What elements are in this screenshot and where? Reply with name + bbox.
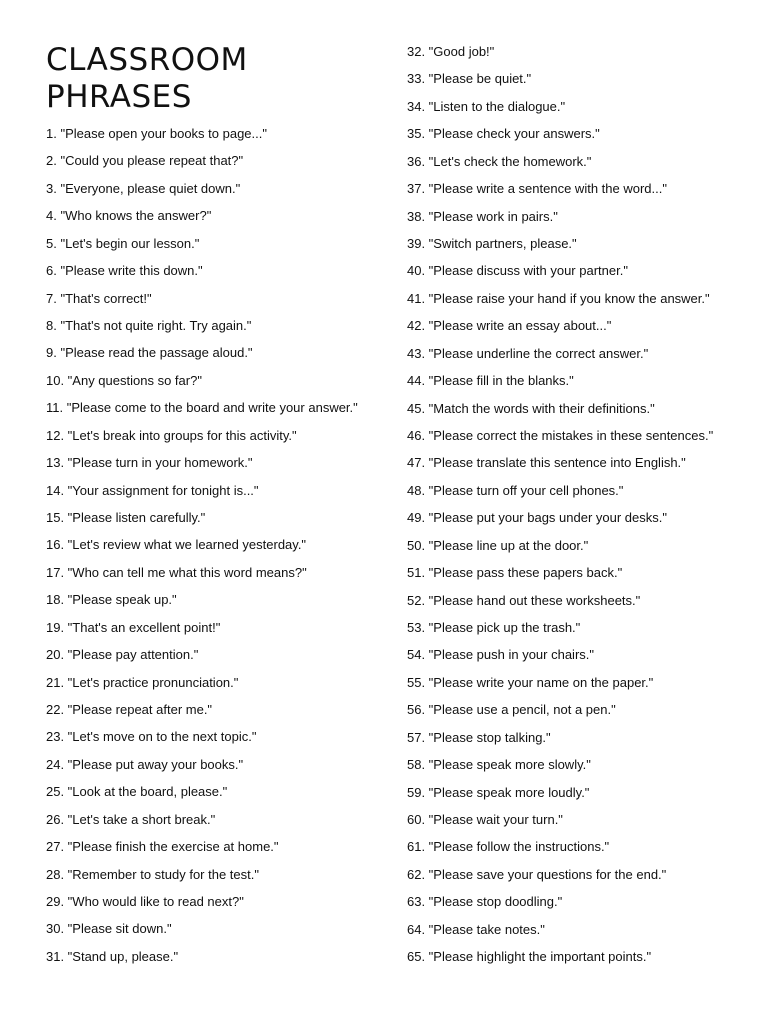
phrase-item: 36. "Let's check the homework." [407, 153, 592, 169]
phrase-item: 11. "Please come to the board and write your answer." [46, 400, 358, 416]
phrase-item: 3. "Everyone, please quiet down." [46, 180, 241, 196]
phrase-item: 7. "That's correct!" [46, 290, 152, 306]
phrase-item: 40. "Please discuss with your partner." [407, 263, 628, 279]
phrase-item: 17. "Who can tell me what this word means?" [46, 564, 307, 580]
phrase-item: 4. "Who knows the answer?" [46, 208, 212, 224]
phrase-item: 29. "Who would like to read next?" [46, 894, 244, 910]
phrase-item: 45. "Match the words with their definitions." [407, 400, 655, 416]
phrase-item: 20. "Please pay attention." [46, 647, 199, 663]
phrase-item: 22. "Please repeat after me." [46, 702, 213, 718]
phrase-item: 53. "Please pick up the trash." [407, 620, 581, 636]
phrase-item: 58. "Please speak more slowly." [407, 757, 591, 773]
phrase-item: 23. "Let's move on to the next topic." [46, 729, 257, 745]
phrase-item: 9. "Please read the passage aloud." [46, 345, 253, 361]
phrase-item: 43. "Please underline the correct answer." [407, 345, 649, 361]
phrase-item: 51. "Please pass these papers back." [407, 565, 623, 581]
page-title: CLASSROOM PHRASES [46, 42, 248, 115]
phrase-item: 21. "Let's practice pronunciation." [46, 674, 239, 690]
phrase-item: 32. "Good job!" [407, 44, 495, 59]
phrase-item: 31. "Stand up, please." [46, 948, 179, 964]
phrase-item: 18. "Please speak up." [46, 592, 177, 608]
phrase-item: 10. "Any questions so far?" [46, 372, 202, 388]
phrase-item: 61. "Please follow the instructions." [407, 839, 610, 855]
phrase-item: 34. "Listen to the dialogue." [407, 98, 566, 114]
phrase-item: 1. "Please open your books to page..." [46, 126, 267, 141]
phrase-item: 52. "Please hand out these worksheets." [407, 592, 641, 608]
phrase-item: 65. "Please highlight the important points." [407, 949, 652, 965]
phrase-item: 37. "Please write a sentence with the word..." [407, 181, 667, 197]
phrase-item: 12. "Let's break into groups for this activity." [46, 427, 297, 443]
phrase-item: 47. "Please translate this sentence into English." [407, 455, 686, 471]
phrase-item: 15. "Please listen carefully." [46, 510, 206, 526]
phrase-item: 64. "Please take notes." [407, 921, 545, 937]
phrase-item: 50. "Please line up at the door." [407, 537, 589, 553]
phrase-item: 30. "Please sit down." [46, 921, 172, 937]
phrase-item: 54. "Please push in your chairs." [407, 647, 594, 663]
phrase-item: 19. "That's an excellent point!" [46, 619, 221, 635]
phrase-item: 5. "Let's begin our lesson." [46, 235, 200, 251]
phrase-item: 14. "Your assignment for tonight is..." [46, 482, 259, 498]
phrase-item: 39. "Switch partners, please." [407, 236, 577, 251]
phrase-item: 38. "Please work in pairs." [407, 208, 558, 224]
phrase-item: 57. "Please stop talking." [407, 729, 551, 745]
phrase-item: 55. "Please write your name on the paper." [407, 674, 654, 690]
phrase-item: 56. "Please use a pencil, not a pen." [407, 702, 616, 718]
phrase-item: 8. "That's not quite right. Try again." [46, 318, 252, 333]
phrase-item: 42. "Please write an essay about..." [407, 318, 612, 334]
phrase-item: 62. "Please save your questions for the end." [407, 866, 667, 882]
phrase-item: 13. "Please turn in your homework." [46, 455, 253, 471]
phrase-item: 16. "Let's review what we learned yesterday." [46, 537, 307, 553]
phrase-item: 46. "Please correct the mistakes in these sentences." [407, 428, 714, 444]
phrase-item: 33. "Please be quiet." [407, 71, 532, 87]
phrase-item: 28. "Remember to study for the test." [46, 866, 259, 882]
phrase-item: 6. "Please write this down." [46, 263, 203, 279]
phrase-item: 2. "Could you please repeat that?" [46, 153, 244, 169]
phrase-item: 41. "Please raise your hand if you know the answer." [407, 290, 710, 306]
phrase-item: 60. "Please wait your turn." [407, 812, 563, 828]
phrase-item: 44. "Please fill in the blanks." [407, 373, 574, 389]
phrase-item: 49. "Please put your bags under your desks." [407, 510, 667, 526]
phrase-item: 59. "Please speak more loudly." [407, 784, 590, 800]
phrase-item: 48. "Please turn off your cell phones." [407, 482, 624, 498]
phrase-item: 63. "Please stop doodling." [407, 894, 563, 910]
phrase-item: 35. "Please check your answers." [407, 126, 600, 142]
phrase-item: 24. "Please put away your books." [46, 756, 244, 772]
phrase-item: 27. "Please finish the exercise at home." [46, 839, 279, 855]
phrase-item: 26. "Let's take a short break." [46, 811, 216, 827]
phrase-item: 25. "Look at the board, please." [46, 784, 228, 800]
